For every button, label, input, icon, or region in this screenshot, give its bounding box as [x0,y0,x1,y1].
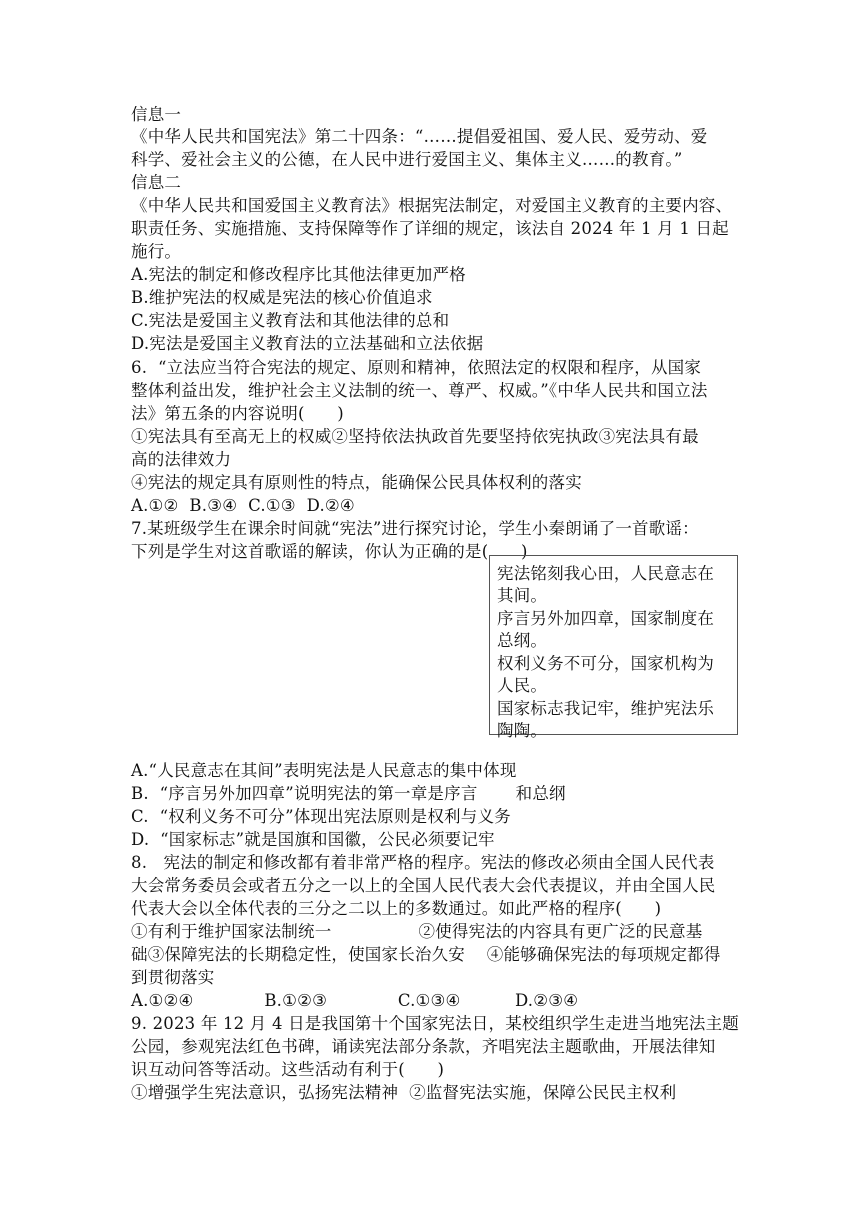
text-line: 到贯彻落实 [131,968,215,987]
text-line: 代表大会以全体代表的三分之二以上的多数通过。如此严格的程序( ) [131,899,662,918]
poem-line: 人民。 [497,676,548,695]
text-line: ①有利于维护国家法制统一 ②使得宪法的内容具有更广泛的民意基 [131,922,703,941]
option-d: D.宪法是爱国主义教育法的立法基础和立法依据 [131,334,484,353]
text-line: 法》第五条的内容说明( ) [131,404,344,423]
text-line: 大会常务委员会或者五分之一以上的全国人民代表大会代表提议，并由全国人民 [131,876,716,895]
poem-line: 总纲。 [497,631,548,650]
question-8: 8. 宪法的制定和修改都有着非常严格的程序。宪法的修改必须由全国人民代表 [131,853,715,872]
option-b: B.维护宪法的权威是宪法的核心价值追求 [131,288,433,307]
text-line: 《中华人民共和国宪法》第二十四条：“……提倡爱祖国、爱人民、爱劳动、爱 [131,127,708,146]
question-6: 6. “立法应当符合宪法的规定、原则和精神，依照法定的权限和程序，从国家 [131,358,702,377]
poem-line: 国家标志我记牢，维护宪法乐 [497,699,715,718]
answer-options: A.①② B.③④ C.①③ D.②④ [131,496,355,515]
poem-line: 其间。 [497,586,548,605]
poem-line: 权利义务不可分，国家机构为 [497,654,715,673]
text-line: 《中华人民共和国爱国主义教育法》根据宪法制定，对爱国主义教育的主要内容、 [131,196,733,215]
text-line: 高的法律效力 [131,450,232,469]
poem-line: 序言另外加四章，国家制度在 [497,609,715,628]
text-line: 施行。 [131,242,182,261]
answer-options: A.①②④ B.①②③ C.①③④ D.②③④ [131,991,579,1010]
question-7: 7.某班级学生在课余时间就“宪法”进行探究讨论，学生小秦朗诵了一首歌谣： [131,519,699,538]
text-line: ①宪法具有至高无上的权威②坚持依法执政首先要坚持依宪执政③宪法具有最 [131,427,699,446]
option-b: B. “序言另外加四章”说明宪法的第一章是序言 和总纲 [131,784,566,803]
text-line: 识互动问答等活动。这些活动有利于( ) [131,1060,445,1079]
text-line: 公园，参观宪法红色书碑，诵读宪法部分条款，齐唱宪法主题歌曲，开展法律知 [131,1037,716,1056]
option-c: C.宪法是爱国主义教育法和其他法律的总和 [131,311,450,330]
text-line: 础③保障宪法的长期稳定性，使国家长治久安 ④能够确保宪法的每项规定都得 [131,945,721,964]
text-line: ①增强学生宪法意识，弘扬宪法精神 ②监督宪法实施，保障公民民主权利 [131,1083,677,1102]
text-line: 信息一 [131,105,182,124]
option-a: A.“人民意志在其间”表明宪法是人民意志的集中体现 [131,761,517,780]
poem-line: 陶陶。 [497,721,548,740]
text-line: 科学、爱社会主义的公德，在人民中进行爱国主义、集体主义……的教育。” [131,150,683,169]
option-c: C. “权利义务不可分”体现出宪法原则是权利与义务 [131,807,511,826]
text-line: 信息二 [131,173,182,192]
poem-line: 宪法铭刻我心田，人民意志在 [497,564,715,583]
text-line: ④宪法的规定具有原则性的特点，能确保公民具体权利的落实 [131,473,582,492]
text-line: 整体利益出发，维护社会主义法制的统一、尊严、权威。”《中华人民共和国立法 [131,381,708,400]
option-d: D. “国家标志”就是国旗和国徽，公民必须要记牢 [131,830,495,849]
text-line: 职责任务、实施措施、支持保障等作了详细的规定，该法自 2024 年 1 月 1 日起 [131,219,729,238]
question-9: 9. 2023 年 12 月 4 日是我国第十个国家宪法日，某校组织学生走进当地宪法主题 [131,1014,739,1033]
text-line: 下列是学生对这首歌谣的解读，你认为正确的是( ) [131,542,528,561]
option-a: A.宪法的制定和修改程序比其他法律更加严格 [131,265,466,284]
